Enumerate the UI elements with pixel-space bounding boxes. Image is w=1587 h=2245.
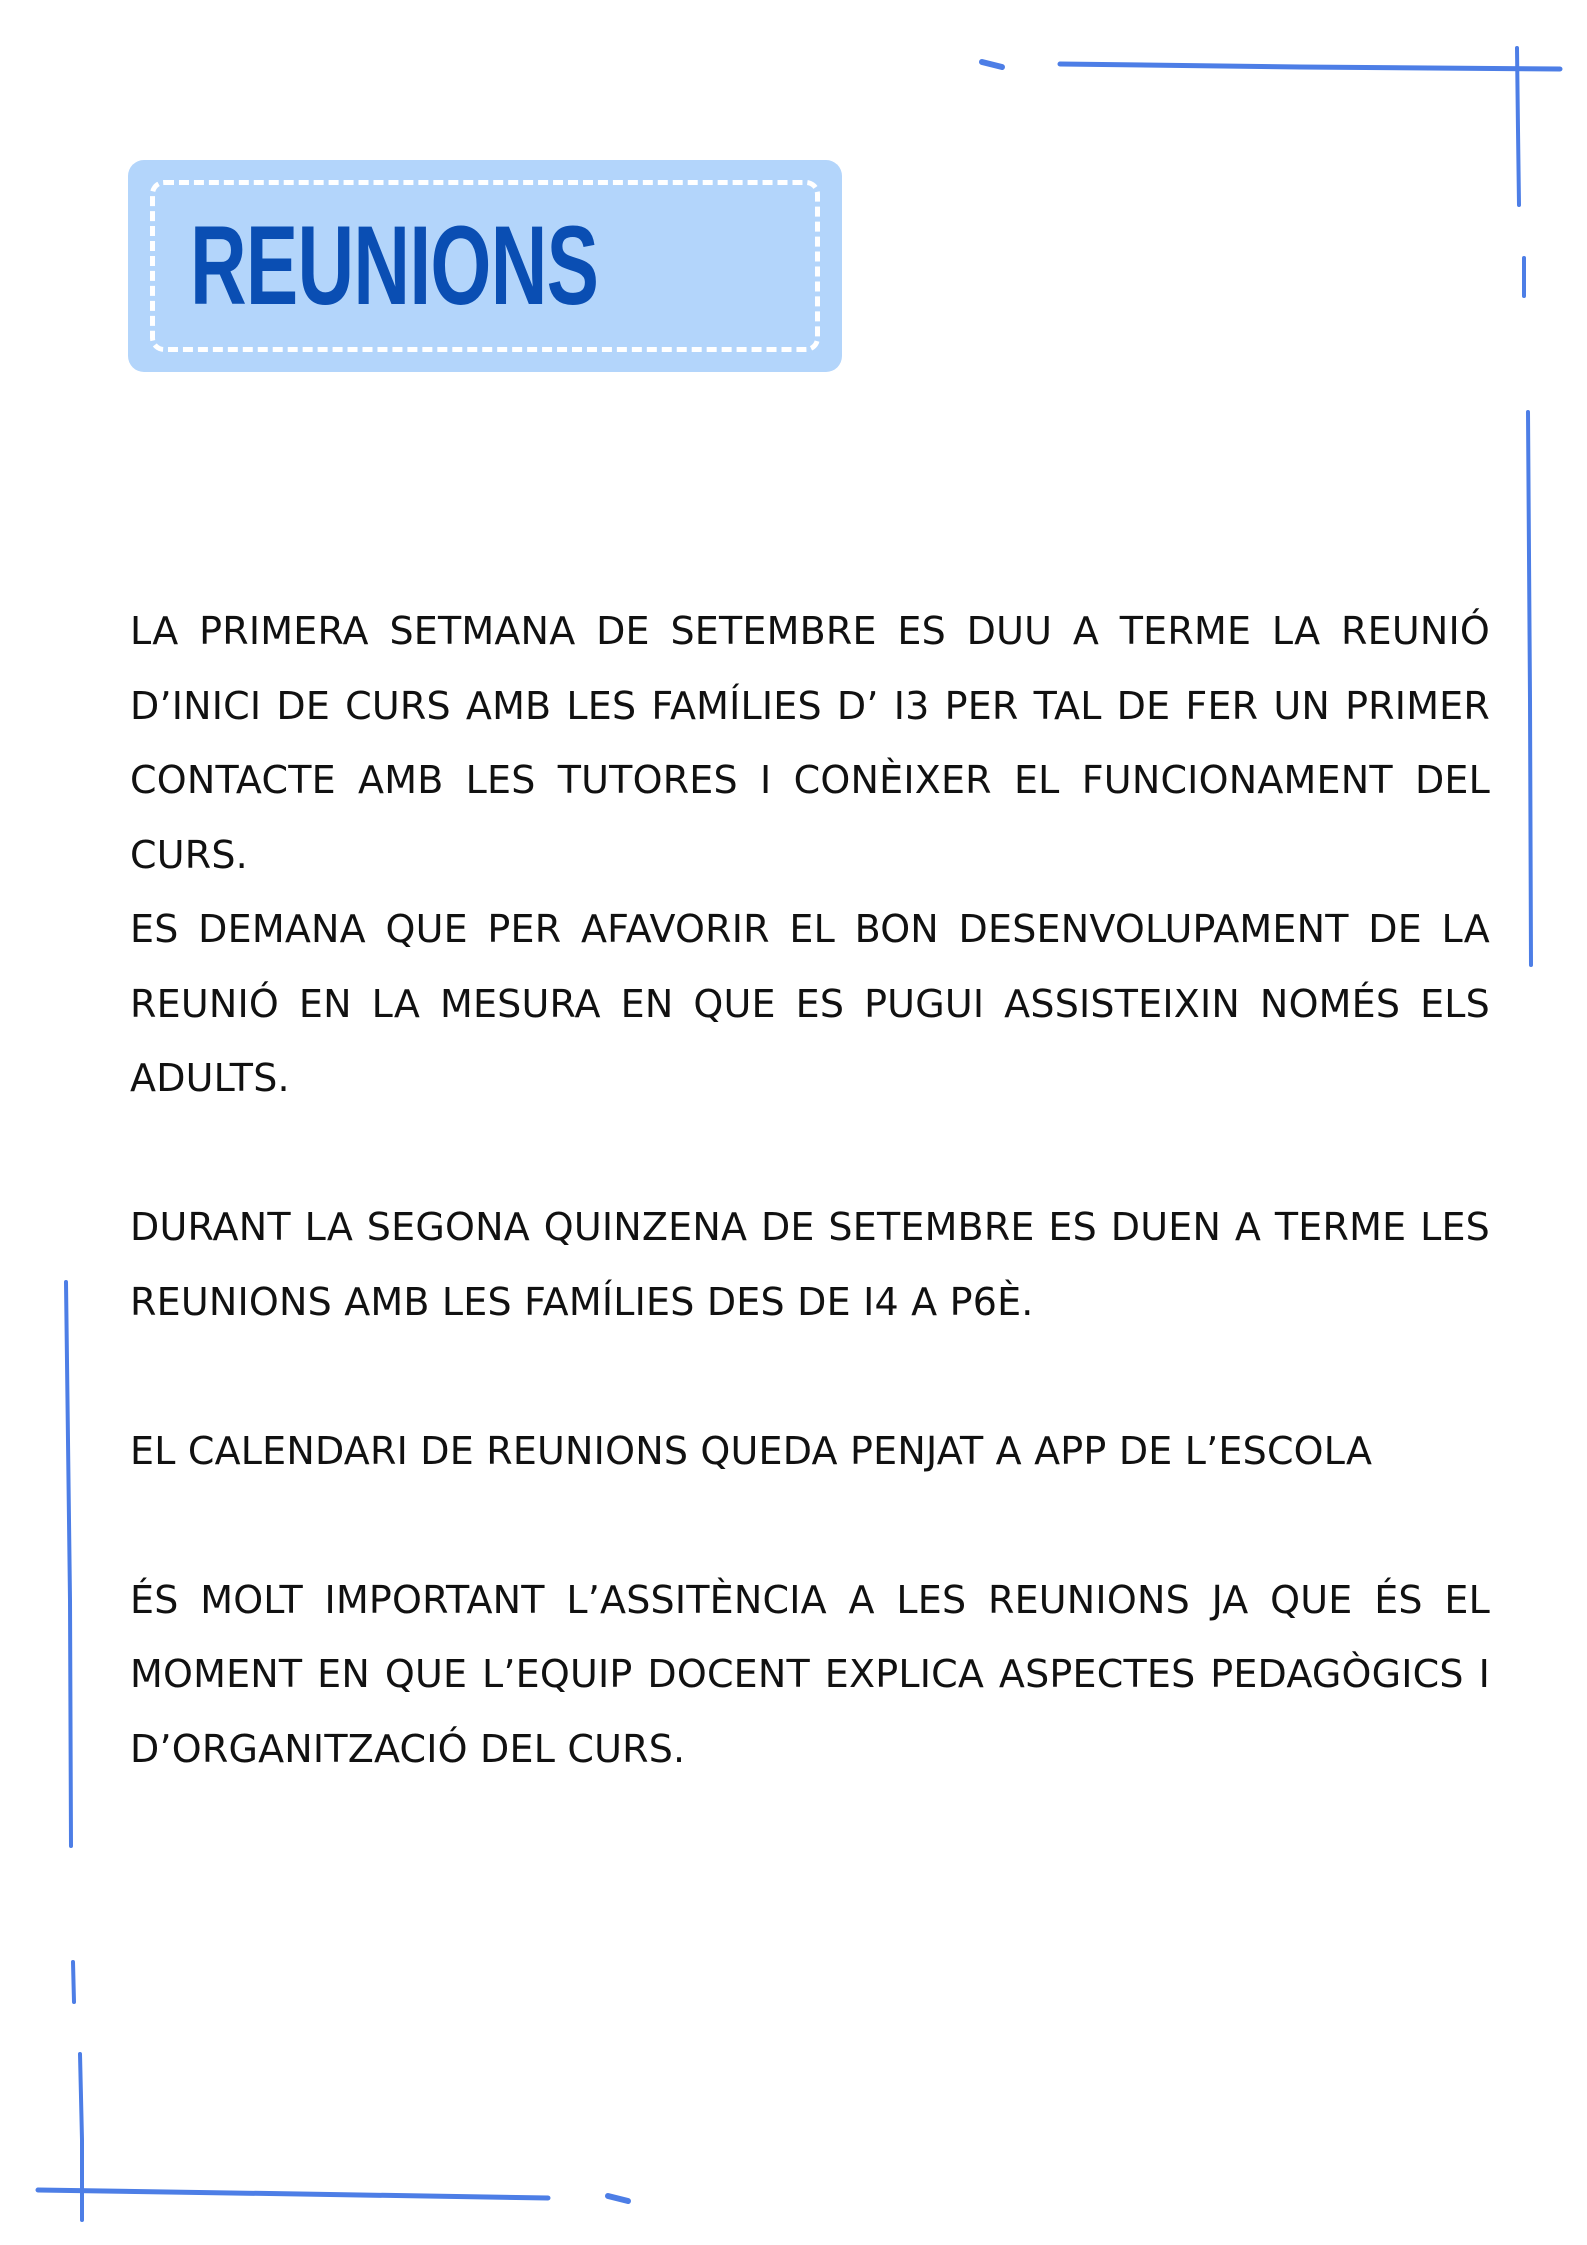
frame-line-right-3 [1528,412,1531,965]
frame-line-right-1 [1517,48,1519,205]
frame-line-left-1 [66,1282,71,1846]
frame-line-left-3 [80,2054,82,2220]
frame-line-bottom [38,2190,548,2198]
paragraph-spacer [130,1488,1490,1563]
frame-line-top [1060,64,1560,69]
body-text [130,594,1490,1786]
paragraph-adults-only: ES DEMANA QUE PER AFAVORIR EL BON DESENVOLUPAMENT DE LA REUNIÓ EN LA MESURA EN QUE ES PUGUI ASSISTEIXIN NOMÉS ELS ADULTS. [130,907,1490,1100]
frame-line-left-2 [73,1962,74,2002]
paragraph-first-week-meeting: LA PRIMERA SETMANA DE SETEMBRE ES DUU A TERME LA REUNIÓ D’INICI DE CURS AMB LES FAMÍLIES D’ I3 PER TAL DE FER UN PRIMER CONTACTE AMB LES TUTORES I CONÈIXER EL FUNCIONAMENT DEL CURS. [130,609,1490,877]
paragraph-second-fortnight: DURANT LA SEGONA QUINZENA DE SETEMBRE ES DUEN A TERME LES REUNIONS AMB LES FAMÍLIES DES DE I4 A P6È. [130,1205,1490,1324]
paragraph-spacer [130,1116,1490,1191]
paragraph-spacer [130,1339,1490,1414]
frame-dash-bottom-right [608,2196,628,2201]
paragraph-attendance-importance: ÉS MOLT IMPORTANT L’ASSITÈNCIA A LES REUNIONS JA QUE ÉS EL MOMENT EN QUE L’EQUIP DOCENT EXPLICA ASPECTES PEDAGÒGICS I D’ORGANITZACIÓ DEL CURS. [130,1577,1490,1771]
frame-dash-top-left [982,62,1002,67]
page-title: REUNIONS [190,203,599,328]
paragraph-calendar: EL CALENDARI DE REUNIONS QUEDA PENJAT A APP DE L’ESCOLA [130,1428,1373,1473]
title-banner [128,160,842,372]
